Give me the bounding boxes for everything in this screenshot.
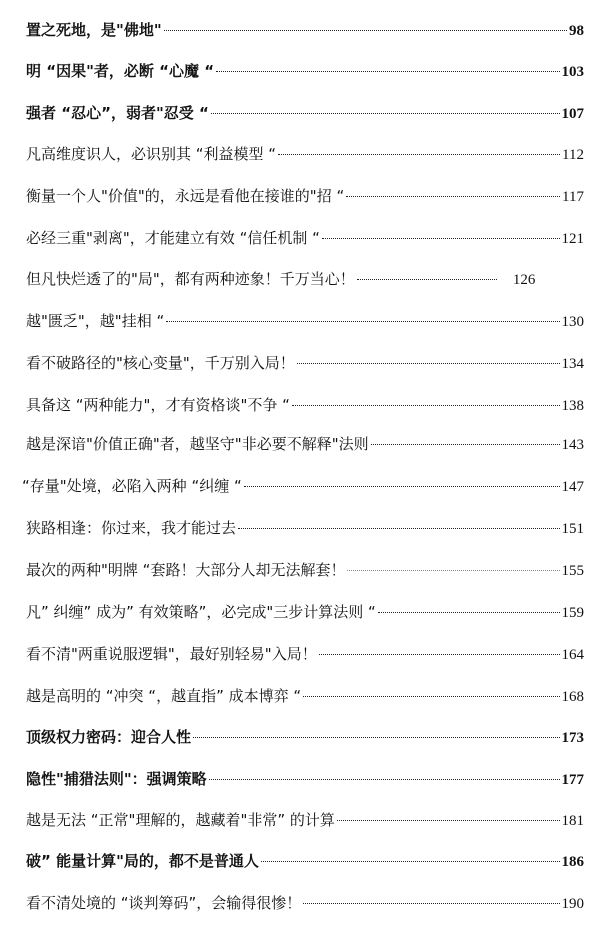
dot-leader [292,405,560,406]
toc-entry[interactable] [26,309,584,333]
toc-page: 159 [561,605,584,621]
toc-page: 155 [561,563,584,579]
dot-leader [371,444,560,445]
toc-page: 107 [561,106,584,122]
toc-entry[interactable] [26,767,584,791]
toc-page: 173 [561,730,584,746]
toc-page: 112 [562,147,584,163]
dot-leader [346,196,560,197]
toc-entry[interactable] [26,184,584,208]
toc-page: 121 [561,231,584,247]
dot-leader [209,779,560,780]
toc-page: 181 [561,813,584,829]
toc-page: 98 [569,23,584,39]
toc-entry[interactable] [26,18,584,42]
toc-entry[interactable] [26,393,584,417]
dot-leader [216,71,559,72]
toc-entry[interactable] [26,101,584,125]
toc-title: 凡” 纠缠” 成为” 有效策略”，必完成"三步计算法则 “ [26,603,376,621]
toc-title: 具备这 “两种能力"，才有资格谈"不争 “ [26,396,290,414]
toc-title: 凡高维度识人，必识别其 “利益模型 “ [26,145,277,163]
dot-leader [378,612,560,613]
toc-title: 必经三重"剥离"，才能建立有效 “信任机制 “ [26,229,320,247]
toc-title: 狭路相逢：你过来，我才能过去 [26,519,237,537]
toc-title: 顶级权力密码：迎合人性 [26,728,192,746]
toc-page: 168 [561,689,584,705]
dot-leader [278,154,560,155]
toc-title: 明 “因果"者，必断 “心魔 “ [26,62,215,80]
toc-title: 强者 “忍心”，弱者"忍受 “ [26,104,209,122]
toc-title: 看不清处境的 “谈判筹码”，会输得很惨！ [26,894,302,912]
toc-title: 越"匮乏"，越"挂相 “ [26,312,165,330]
toc-entry[interactable] [26,558,584,582]
toc-title: 越是高明的 “冲突 “，越直指” 成本博弈 “ [26,687,302,705]
toc-entry[interactable] [26,59,584,83]
toc-entry[interactable] [26,267,584,291]
toc-title: 最次的两种"明牌 “套路！大部分人却无法解套！ [26,561,346,579]
dot-leader [322,238,560,239]
toc-page: 130 [561,314,584,330]
dot-leader [347,570,559,571]
toc-entry[interactable] [26,808,584,832]
dot-leader [297,363,560,364]
toc-title: 越是深谙"价值正确"者，越坚守"非必要不解释"法则 [26,435,369,453]
toc-title: 衡量一个人"价值"的，永远是看他在接谁的"招 “ [26,187,345,205]
toc-title: 但凡快烂透了的"局"，都有两种迹象！千万当心！ [26,270,355,288]
dot-leader [261,861,560,862]
toc-entry[interactable] [26,642,584,666]
dot-leader [193,737,559,738]
toc-entry[interactable] [26,142,584,166]
toc-entry[interactable] [26,891,584,915]
toc-page: 186 [561,854,584,870]
dot-leader [319,654,560,655]
toc-page: 147 [561,479,584,495]
toc-title: 看不破路径的"核心变量"，千万别入局！ [26,354,295,372]
toc-page: 143 [561,437,584,453]
toc-entry[interactable] [22,474,584,498]
dot-leader [211,113,560,114]
dot-leader [303,696,559,697]
toc-title: 破” 能量计算"局的，都不是普通人 [26,852,259,870]
toc-entry[interactable] [26,516,584,540]
toc-page: 177 [561,772,584,788]
dot-leader [303,903,559,904]
toc-title: 隐性"捕猎法则"：强调策略 [26,770,207,788]
dot-leader [357,279,497,280]
toc-page: 138 [561,398,584,414]
dot-leader [166,321,559,322]
toc-entry[interactable] [26,226,584,250]
toc-entry[interactable] [26,600,584,624]
toc-page: 134 [561,356,584,372]
toc-entry[interactable] [26,432,584,456]
toc-page: 103 [561,64,584,80]
toc-page: 117 [562,189,584,205]
dot-leader [337,820,560,821]
toc-title: 置之死地，是"佛地" [26,21,162,39]
toc-page: 164 [561,647,584,663]
toc-page: 151 [561,521,584,537]
dot-leader [244,486,560,487]
toc-entry[interactable] [26,351,584,375]
toc-title: 越是无法 “正常"理解的，越藏着"非常” 的计算 [26,811,335,829]
toc-page: 126 [512,272,536,288]
dot-leader [238,528,559,529]
toc-entry[interactable] [26,725,584,749]
toc-title: 看不清"两重说服逻辑"，最好别轻易"入局！ [26,645,317,663]
toc-entry[interactable] [26,849,584,873]
toc-title: “存量"处境，必陷入两种 “纠缠 “ [22,477,242,495]
dot-leader [164,30,567,31]
toc-entry[interactable] [26,684,584,708]
toc-page: 190 [561,896,584,912]
